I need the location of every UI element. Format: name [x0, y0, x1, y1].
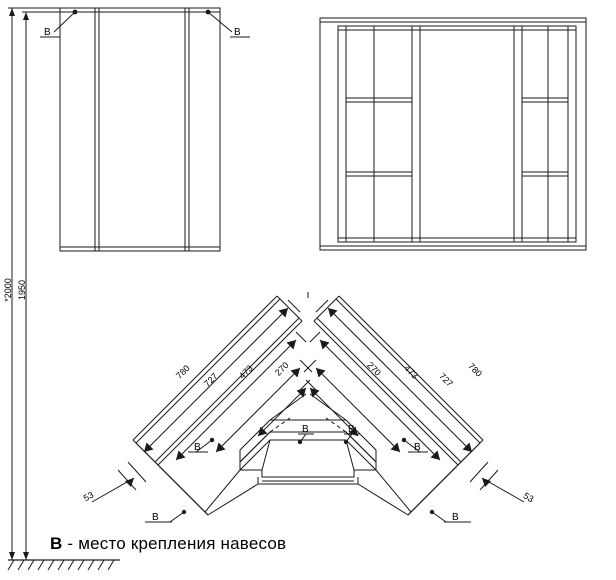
dim-left-727: 727 [202, 371, 220, 389]
mount-marker-plan-right-upper: B [414, 442, 421, 453]
plan-dimensions-left [92, 300, 316, 502]
legend-text: место крепления навесов [78, 534, 287, 553]
dim-right-473: 473 [402, 363, 420, 381]
mount-marker-plan-left-lower: B [152, 512, 159, 523]
dim-1950: 1950 [17, 279, 27, 301]
mount-marker-plan-right-lower: B [452, 512, 459, 523]
dim-left-53: 53 [81, 489, 96, 504]
mount-marker-front-left: B [44, 27, 51, 38]
mount-marker-plan-left-upper: B [194, 442, 201, 453]
mount-marker-plan-center-left: B [302, 424, 309, 435]
plan-view [133, 296, 483, 515]
dim-right-727: 727 [437, 371, 455, 389]
dim-left-473: 473 [237, 363, 255, 381]
front-view [40, 8, 250, 251]
dim-left-780: 780 [174, 363, 192, 381]
dim-2000: *2000 [3, 278, 13, 302]
legend-dash: - [62, 534, 79, 553]
mount-marker-plan-center-right: B [348, 424, 355, 435]
mount-marker-front-right: B [234, 27, 241, 38]
plan-dimensions-right [300, 300, 524, 502]
legend [50, 534, 286, 554]
dim-right-270: 270 [365, 360, 383, 378]
legend-marker: B [50, 534, 63, 553]
dim-left-270: 270 [273, 360, 291, 378]
open-cabinet-view [320, 18, 586, 250]
dim-right-780: 780 [466, 361, 484, 379]
dim-right-53: 53 [521, 490, 536, 505]
